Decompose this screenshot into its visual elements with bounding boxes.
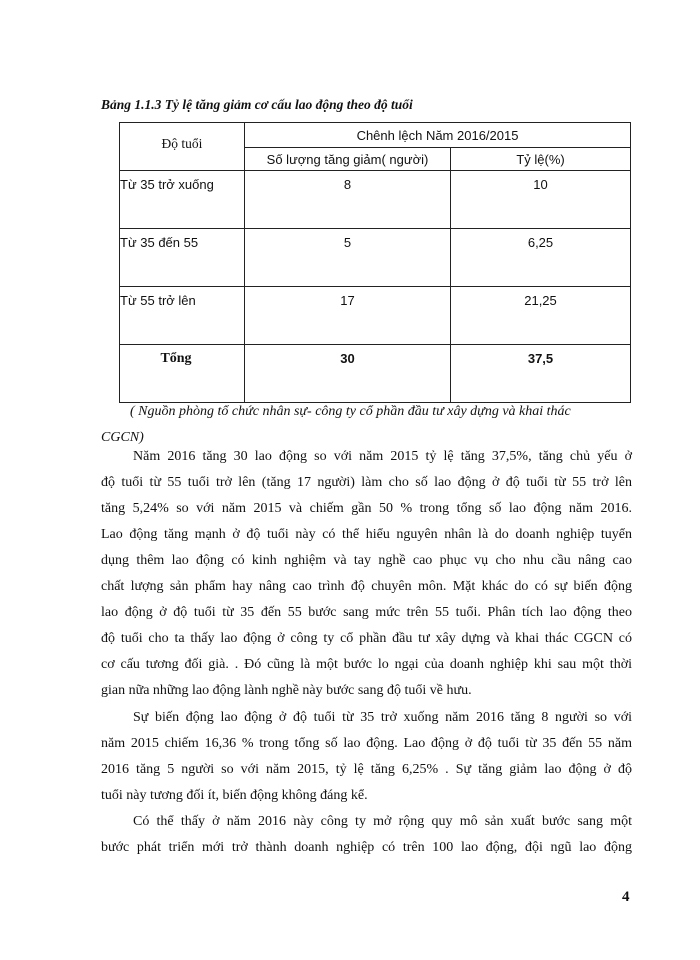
- header-difference-group: Chênh lệch Năm 2016/2015: [245, 123, 631, 148]
- table-row: [120, 229, 631, 287]
- table-total-row: [120, 345, 631, 403]
- total-count: 30: [245, 345, 451, 403]
- row-age-label: Từ 35 trở xuống: [120, 171, 245, 229]
- text-line: lao động ở độ tuổi từ 35 đến 55 bước sang mức trên 55 tuổi. Phân tích lao động theo: [101, 605, 632, 620]
- row-count: 17: [245, 287, 451, 345]
- header-rate: Tỷ lệ(%): [451, 148, 631, 171]
- paragraph-3: [101, 809, 632, 861]
- row-age-label: Từ 35 đến 55: [120, 229, 245, 287]
- text-line: cơ cấu tương đối già. . Đó cũng là một bước lo ngại của doanh nghiệp khi sau một thời: [101, 657, 632, 672]
- text-line: Có thể thấy ở năm 2016 này công ty mở rộng quy mô sản xuất bước sang một: [133, 814, 632, 829]
- paragraph-1: [101, 444, 632, 704]
- text-line: Lao động tăng mạnh ở độ tuổi này có thể hiểu nguyên nhân là do doanh nghiệp tuyển: [101, 527, 632, 542]
- header-age: Độ tuổi: [120, 123, 245, 171]
- text-line: bước phát triển mới trở thành doanh nghiệp có trên 100 lao động, đội ngũ lao động: [101, 840, 632, 855]
- table-caption: Bảng 1.1.3 Tỷ lệ tăng giảm cơ cấu lao động theo độ tuổi: [101, 97, 413, 112]
- row-count: 8: [245, 171, 451, 229]
- paragraph-2: [101, 705, 632, 809]
- source-line: CGCN): [101, 430, 144, 445]
- text-line: 2016 tăng 5 người so với năm 2015, tỷ lệ tăng 6,25% . Sự tăng giảm lao động ở độ: [101, 762, 632, 777]
- table-row: [120, 171, 631, 229]
- row-count: 5: [245, 229, 451, 287]
- row-age-label: Từ 55 trở lên: [120, 287, 245, 345]
- text-line: dụng thêm lao động có kinh nghiệm và tay nghề cao phục vụ cho nhu cầu nâng cao: [101, 553, 632, 568]
- text-line: tuổi này tương đối ít, biến động không đáng kể.: [101, 788, 368, 803]
- text-line: năm 2015 chiếm 16,36 % trong tổng số lao động. Lao động ở độ tuổi từ 35 đến 55 năm: [101, 736, 632, 751]
- row-rate: 6,25: [451, 229, 631, 287]
- row-rate: 21,25: [451, 287, 631, 345]
- text-line: tăng 5,24% so với năm 2015 và chiếm gần 50 % trong tổng số lao động năm 2016.: [101, 501, 632, 516]
- header-count: Số lượng tăng giảm( người): [245, 148, 451, 171]
- text-line: chất lượng sản phẩm hay nâng cao trình độ chuyên môn. Mặt khác do có sự biến động: [101, 579, 632, 594]
- source-line: ( Nguồn phòng tổ chức nhân sự- công ty cổ phần đầu tư xây dựng và khai thác: [130, 404, 571, 419]
- total-rate: 37,5: [451, 345, 631, 403]
- text-line: Năm 2016 tăng 30 lao động so với năm 2015 tỷ lệ tăng 37,5%, tăng chủ yếu ở: [133, 449, 632, 464]
- text-line: độ tuổi từ 55 tuổi trở lên (tăng 17 người) làm cho số lao động ở độ tuổi từ 55 trở lên: [101, 475, 632, 490]
- text-line: Sự biến động lao động ở độ tuổi từ 35 trở xuống năm 2016 tăng 8 người so với: [133, 710, 632, 725]
- table-row: [120, 287, 631, 345]
- page-number: 4: [622, 889, 630, 905]
- text-line: độ tuổi cho ta thấy lao động ở công ty cổ phần đầu tư xây dựng và khai thác CGCN có: [101, 631, 632, 646]
- text-line: gian nữa những lao động lành nghề này bước sang độ tuổi về hưu.: [101, 683, 472, 698]
- age-structure-table: [119, 122, 631, 403]
- row-rate: 10: [451, 171, 631, 229]
- total-label: Tổng: [120, 345, 245, 403]
